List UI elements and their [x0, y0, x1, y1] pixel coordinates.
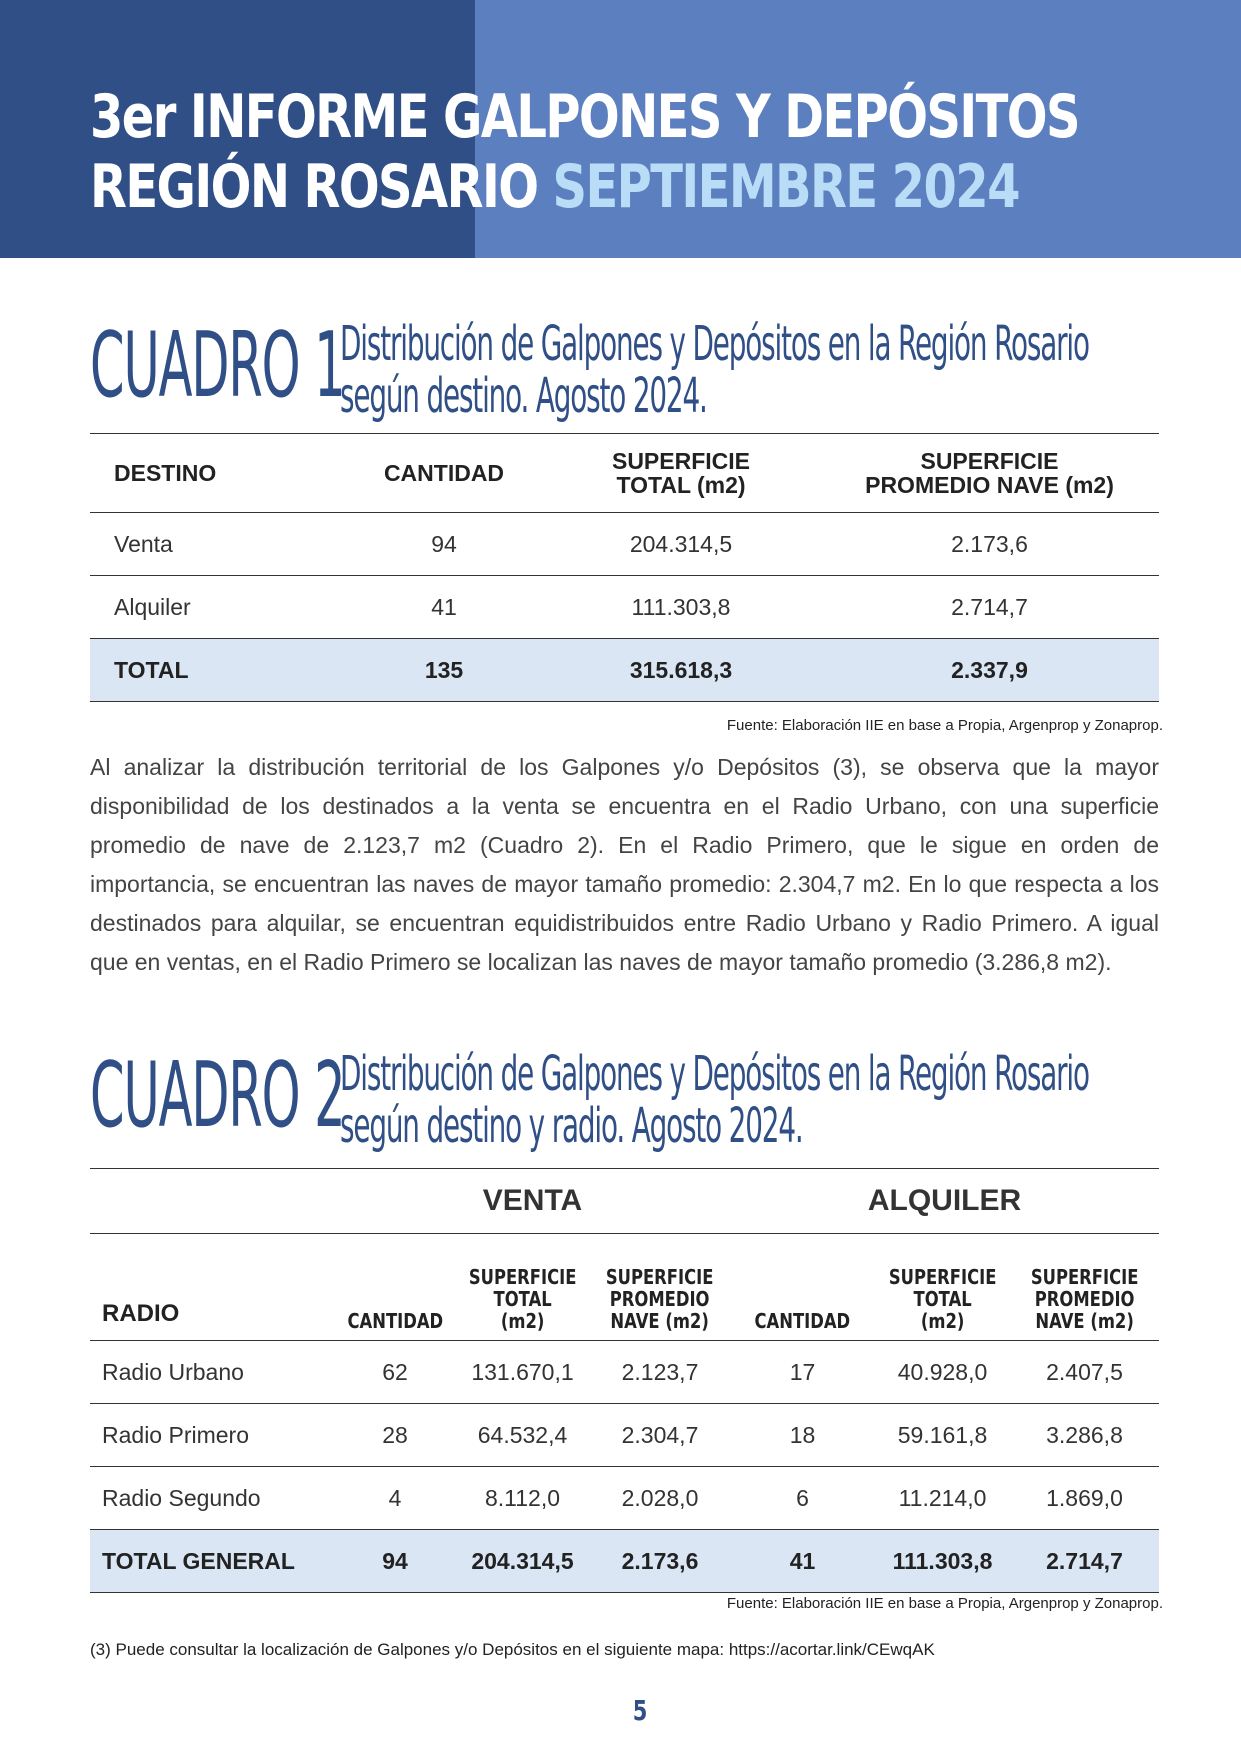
col-superficie-promedio: SUPERFICIE PROMEDIO NAVE (m2)	[820, 434, 1159, 513]
group-alquiler: ALQUILER	[730, 1169, 1159, 1234]
cuadro2-source: Fuente: Elaboración IIE en base a Propia, Argenprop y Zonaprop.	[726, 1595, 1163, 1612]
cuadro1-source: Fuente: Elaboración IIE en base a Propia, Argenprop y Zonaprop.	[726, 717, 1163, 734]
cuadro2-label: CUADRO 2	[90, 1043, 345, 1148]
col-superficie-total: SUPERFICIE TOTAL (m2)	[542, 434, 820, 513]
table-row: Radio Primero 28 64.532,4 2.304,7 18 59.161,8 3.286,8	[90, 1404, 1159, 1467]
cuadro2-description: Distribución de Galpones y Depósitos en la Región Rosario según destino y radio. Agosto 2024.	[340, 1046, 1089, 1154]
col-venta-cantidad: CANTIDAD	[335, 1234, 455, 1341]
report-title	[90, 82, 1079, 222]
cuadro2-group-row	[90, 1169, 1159, 1234]
cuadro1-label: CUADRO 1	[90, 313, 345, 418]
col-alquiler-superficie-total: SUPERFICIE TOTAL (m2)	[875, 1234, 1010, 1341]
total-row: TOTAL GENERAL 94 204.314,5 2.173,6 41 111.303,8 2.714,7	[90, 1530, 1159, 1593]
col-venta-superficie-promedio: SUPERFICIE PROMEDIO NAVE (m2)	[590, 1234, 730, 1341]
table-row: Radio Urbano 62 131.670,1 2.123,7 17 40.928,0 2.407,5	[90, 1341, 1159, 1404]
cuadro2-table	[90, 1168, 1159, 1593]
col-alquiler-superficie-promedio: SUPERFICIE PROMEDIO NAVE (m2)	[1010, 1234, 1159, 1341]
table-row: Venta 94 204.314,5 2.173,6	[90, 513, 1159, 576]
title-line1: 3er INFORME GALPONES Y DEPÓSITOS	[90, 82, 1079, 152]
page-number: 5	[632, 1694, 648, 1727]
footnote: (3) Puede consultar la localización de Galpones y/o Depósitos en el siguiente mapa: https://acortar.link/CEwqAK	[90, 1640, 935, 1659]
total-row: TOTAL 135 315.618,3 2.337,9	[90, 639, 1159, 702]
title-line2-a: REGIÓN ROSARIO	[90, 152, 538, 222]
report-header	[0, 0, 1241, 258]
cuadro2-header-row	[90, 1234, 1159, 1341]
table-row: Radio Segundo 4 8.112,0 2.028,0 6 11.214,0 1.869,0	[90, 1467, 1159, 1530]
cuadro1-heading	[90, 313, 1159, 428]
title-line2-b: SEPTIEMBRE 2024	[552, 152, 1019, 222]
group-venta: VENTA	[335, 1169, 730, 1234]
col-cantidad: CANTIDAD	[346, 434, 542, 513]
cuadro1-table	[90, 433, 1159, 702]
cuadro1-description: Distribución de Galpones y Depósitos en la Región Rosario según destino. Agosto 2024.	[340, 316, 1089, 424]
cuadro1-header-row	[90, 434, 1159, 513]
col-venta-superficie-total: SUPERFICIE TOTAL (m2)	[455, 1234, 590, 1341]
cuadro2-heading	[90, 1043, 1159, 1158]
col-alquiler-cantidad: CANTIDAD	[730, 1234, 875, 1341]
body-paragraph: Al analizar la distribución territorial de los Galpones y/o Depósitos (3), se observa que la mayor disponibilidad de los destinados a la venta se encuentra en el Radio Urbano, con una superficie promedio de nave de 2.123,7 m2 (Cuadro 2). En el Radio Primero, que le sigue en orden de importancia, se encuentran las naves de mayor tamaño promedio: 2.304,7 m2. En lo que respecta a los destinados para alquilar, se encuentran equidistribuidos entre Radio Urbano y Radio Primero. A igual que en ventas, en el Radio Primero se localizan las naves de mayor tamaño promedio (3.286,8 m2).	[90, 754, 1159, 975]
col-destino: DESTINO	[90, 434, 346, 513]
col-radio: RADIO	[90, 1234, 335, 1341]
table-row: Alquiler 41 111.303,8 2.714,7	[90, 576, 1159, 639]
